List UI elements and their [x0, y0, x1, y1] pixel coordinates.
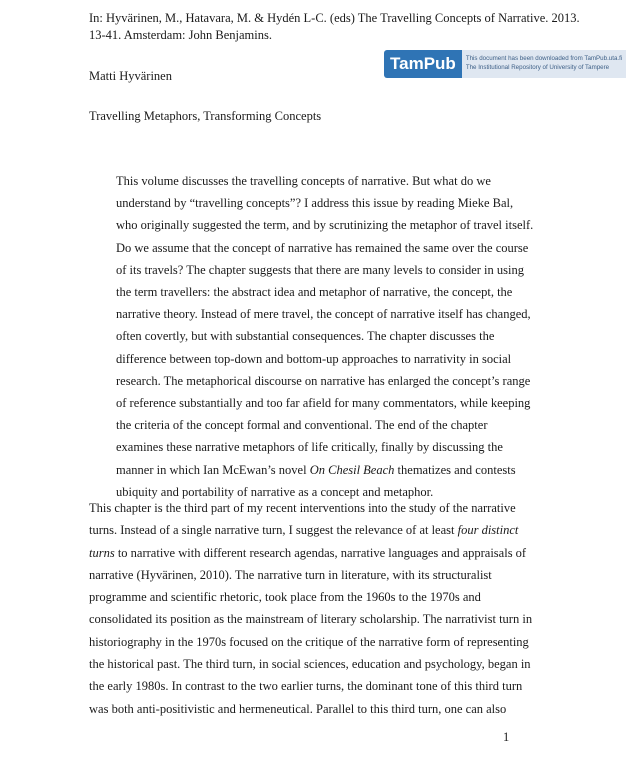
tampub-logo-text: This document has been downloaded from TamPub.uta.fi The Institutional Repository of University of Tampere [462, 50, 626, 78]
body-line: programme and scientific rhetoric, took place from the 1960s to the 1970s and [89, 590, 481, 605]
body-line: This chapter is the third part of my recent interventions into the study of the narrative [89, 501, 516, 515]
abstract-line: examines these narrative metaphors of life critically, finally by discussing the [116, 440, 503, 455]
body-line: turns to narrative with different research agendas, narrative languages and appraisals of [89, 545, 527, 560]
citation-header [89, 10, 579, 44]
emphasis: four distinct [457, 523, 519, 538]
abstract-line: difference between top-down and bottom-up approaches to narrativity in social [116, 351, 512, 366]
page-number: 1 [503, 730, 510, 744]
abstract-line: of reference substantially and too far afield for many commentators, while keeping [116, 396, 531, 411]
body-line: the historical past. The third turn, in social sciences, education and psychology, began in [89, 657, 531, 672]
abstract-line: research. The metaphorical discourse on narrative has enlarged the concept’s range [116, 373, 531, 388]
abstract-line: narrative theory. Instead of mere travel, the concept of narrative itself has changed, [116, 307, 531, 322]
body-line: the early 1980s. In contrast to the two earlier turns, the dominant tone of this third turn [89, 679, 523, 694]
abstract-line: of its travels? The chapter suggests that there are many levels to consider in using [116, 262, 524, 277]
citation-line: In: Hyvärinen, M., Hatavara, M. & Hydén L-C. (eds) The Travelling Concepts of Narrative. 2013. [89, 11, 580, 25]
citation-line: 13-41. Amsterdam: John Benjamins. [89, 28, 272, 42]
abstract-line: often covertly, but with substantial consequences. The chapter discusses the [116, 329, 495, 344]
abstract-line: manner in which Ian McEwan’s novel On Chesil Beach thematizes and contests [116, 462, 516, 477]
abstract-line: who originally suggested the term, and by scrutinizing the metaphor of travel itself. [116, 218, 534, 233]
body-line: turns. Instead of a single narrative turn, I suggest the relevance of at least four distinct [89, 523, 519, 538]
emphasis: turns [89, 545, 115, 560]
abstract-line: the criteria of the concept formal and conventional. The end of the chapter [116, 418, 488, 433]
abstract-line: Do we assume that the concept of narrative has remained the same over the course [116, 240, 529, 255]
abstract-line: the term travellers: the abstract idea and metaphor of narrative, the concept, the [116, 285, 513, 300]
body-line: narrative (Hyvärinen, 2010). The narrative turn in literature, with its structuralist [89, 567, 492, 582]
abstract [116, 170, 534, 503]
abstract-line: This volume discusses the travelling concepts of narrative. But what do we [116, 174, 491, 188]
chapter-title: Travelling Metaphors, Transforming Concepts [89, 109, 322, 123]
abstract-line: ubiquity and portability of narrative as a concept and metaphor. [116, 484, 434, 499]
body-line: historiography in the 1970s focused on the critique of the narrative form of representing [89, 634, 529, 649]
tampub-logo-mark: TamPub [384, 50, 462, 78]
novel-title: On Chesil Beach [309, 462, 395, 477]
body-line: was both anti-positivistic and hermeneutical. Parallel to this third turn, one can also [89, 701, 507, 716]
body-line: consolidated its position as the mainstream of literary scholarship. The narrativist turn in [89, 612, 533, 627]
author-name: Matti Hyvärinen [89, 69, 172, 83]
body-paragraph [89, 497, 534, 720]
tampub-logo [384, 50, 623, 78]
abstract-line: understand by “travelling concepts”? I address this issue by reading Mieke Bal, [116, 196, 514, 211]
